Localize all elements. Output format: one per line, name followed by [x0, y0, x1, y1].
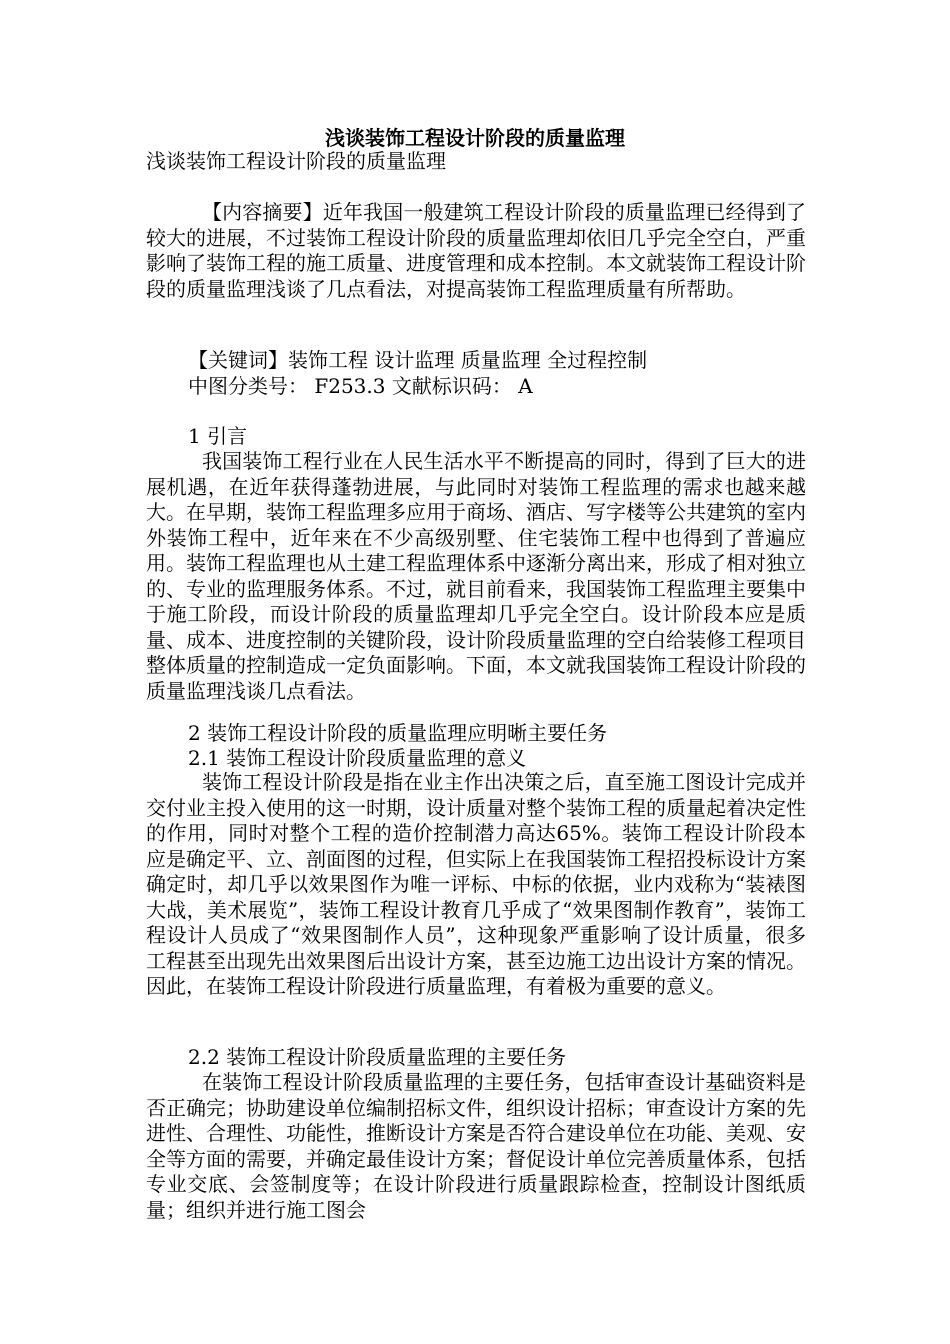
- section-1-heading: 1 引言: [188, 424, 248, 448]
- document-subtitle: 浅谈装饰工程设计阶段的质量监理: [146, 149, 446, 173]
- section-2-heading: 2 装饰工程设计阶段的质量监理应明晰主要任务: [188, 721, 608, 745]
- document-title: 浅谈装饰工程设计阶段的质量监理: [325, 126, 625, 150]
- section-2-2-heading: 2.2 装饰工程设计阶段质量监理的主要任务: [188, 1045, 567, 1069]
- section-2-2-body: 在装饰工程设计阶段质量监理的主要任务，包括审查设计基础资料是否正确完；协助建设单位编制招标文件，组织设计招标；审查设计方案的先进性、合理性、功能性，推断设计方案是否符合建设单位在功能、美观、安全等方面的需要，并确定最佳设计方案；督促设计单位完善质量体系，包括专业交底、会签制度等；在设计阶段进行质量跟踪检查，控制设计图纸质量；组织并进行施工图会: [146, 1070, 806, 1222]
- section-2-1-heading: 2.1 装饰工程设计阶段质量监理的意义: [188, 746, 527, 770]
- abstract-paragraph: 【内容摘要】近年我国一般建筑工程设计阶段的质量监理已经得到了较大的进展，不过装饰工程设计阶段的质量监理却依旧几乎完全空白，严重影响了装饰工程的施工质量、进度管理和成本控制。本文就装饰工程设计阶段的质量监理浅谈了几点看法，对提高装饰工程监理质量有所帮助。: [146, 200, 806, 301]
- section-2-1-body: 装饰工程设计阶段是指在业主作出决策之后，直至施工图设计完成并交付业主投入使用的这一时期，设计质量对整个装饰工程的质量起着决定性的作用，同时对整个工程的造价控制潜力高达65%。装饰工程设计阶段本应是确定平、立、剖面图的过程，但实际上在我国装饰工程招投标设计方案确定时，却几乎以效果图作为唯一评标、中标的依据，业内戏称为“装裱图大战，美术展览”，装饰工程设计教育几乎成了“效果图制作教育”，装饰工程设计人员成了“效果图制作人员”，这种现象严重影响了设计质量，很多工程甚至出现先出效果图后出设计方案，甚至边施工边出设计方案的情况。因此，在装饰工程设计阶段进行质量监理，有着极为重要的意义。: [146, 770, 806, 998]
- classification-line: 中图分类号： F253.3 文献标识码： A: [188, 374, 533, 398]
- section-1-body: 我国装饰工程行业在人民生活水平不断提高的同时，得到了巨大的进展机遇，在近年获得蓬勃进展，与此同时对装饰工程监理的需求也越来越大。在早期，装饰工程监理多应用于商场、酒店、写字楼等公共建筑的室内外装饰工程中，近年来在不少高级别墅、住宅装饰工程中也得到了普遍应用。装饰工程监理也从土建工程监理体系中逐渐分离出来，形成了相对独立的、专业的监理服务体系。不过，就目前看来，我国装饰工程监理主要集中于施工阶段，而设计阶段的质量监理却几乎完全空白。设计阶段本应是质量、成本、进度控制的关键阶段，设计阶段质量监理的空白给装修工程项目整体质量的控制造成一定负面影响。下面，本文就我国装饰工程设计阶段的质量监理浅谈几点看法。: [146, 449, 806, 703]
- keywords-line: 【关键词】装饰工程 设计监理 质量监理 全过程控制: [188, 348, 648, 372]
